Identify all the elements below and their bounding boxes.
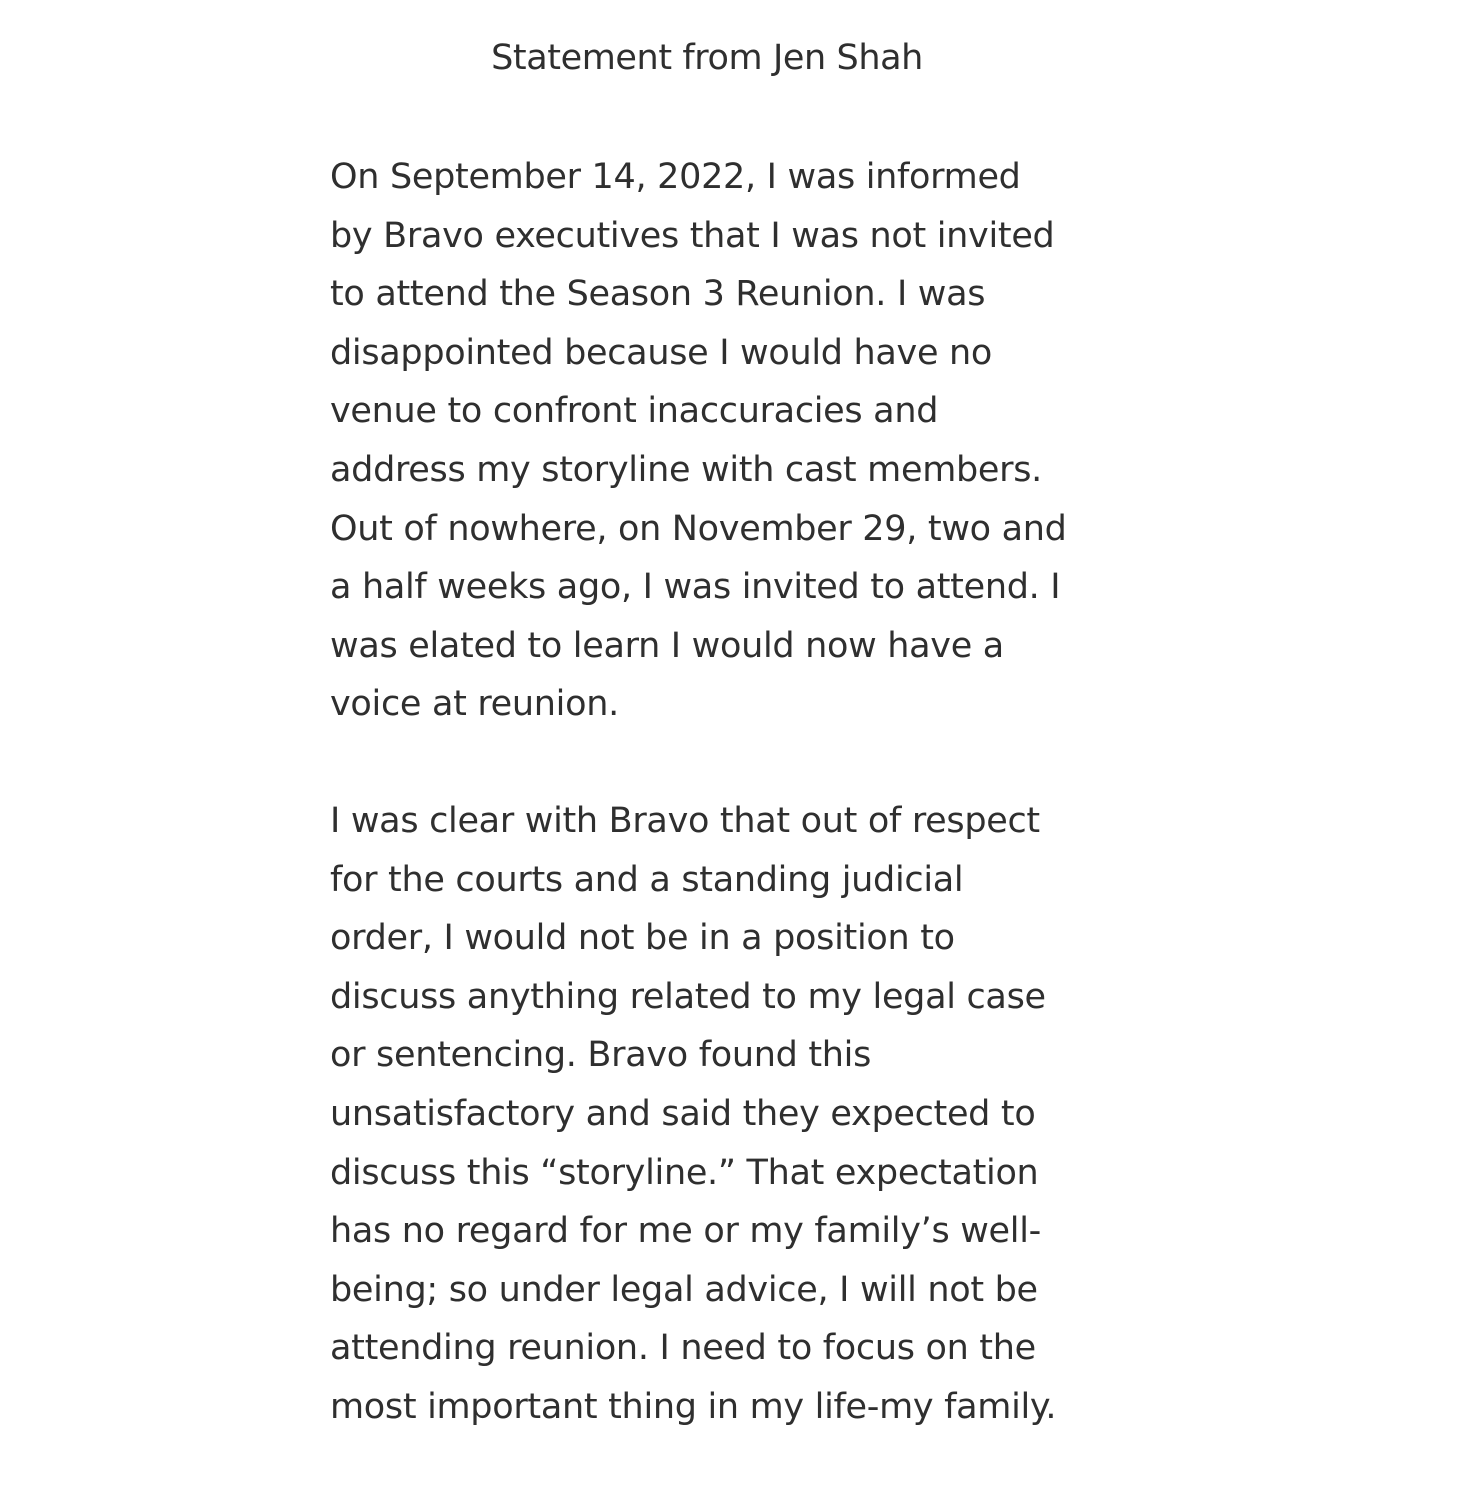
text-line: was elated to learn I would now have a bbox=[330, 625, 1004, 666]
text-line: Out of nowhere, on November 29, two and bbox=[330, 508, 1067, 549]
text-line: to attend the Season 3 Reunion. I was bbox=[330, 274, 986, 315]
statement-title: Statement from Jen Shah bbox=[491, 38, 923, 78]
text-line: has no regard for me or my family’s well- bbox=[330, 1211, 1041, 1252]
statement-paragraph-2 bbox=[330, 792, 1210, 1437]
text-line: for the courts and a standing judicial bbox=[330, 859, 964, 900]
text-line: most important thing in my life-my family. bbox=[330, 1386, 1057, 1427]
text-line: venue to confront inaccuracies and bbox=[330, 391, 939, 432]
text-line: by Bravo executives that I was not invited bbox=[330, 215, 1055, 256]
text-line: address my storyline with cast members. bbox=[330, 449, 1043, 490]
text-line: voice at reunion. bbox=[330, 684, 619, 725]
text-line: discuss this “storyline.” That expectation bbox=[330, 1152, 1039, 1193]
text-line: being; so under legal advice, I will not be bbox=[330, 1269, 1038, 1310]
text-line: I was clear with Bravo that out of respect bbox=[330, 800, 1040, 841]
text-line: or sentencing. Bravo found this bbox=[330, 1035, 872, 1076]
statement-paragraph-1 bbox=[330, 148, 1210, 734]
text-line: order, I would not be in a position to bbox=[330, 918, 955, 959]
text-line: unsatisfactory and said they expected to bbox=[330, 1093, 1036, 1134]
text-line: a half weeks ago, I was invited to attend. I bbox=[330, 567, 1061, 608]
text-line: attending reunion. I need to focus on the bbox=[330, 1328, 1036, 1369]
statement-body bbox=[330, 148, 1210, 1436]
text-line: discuss anything related to my legal case bbox=[330, 976, 1046, 1017]
text-line: disappointed because I would have no bbox=[330, 332, 993, 373]
text-line: On September 14, 2022, I was informed bbox=[330, 157, 1021, 197]
